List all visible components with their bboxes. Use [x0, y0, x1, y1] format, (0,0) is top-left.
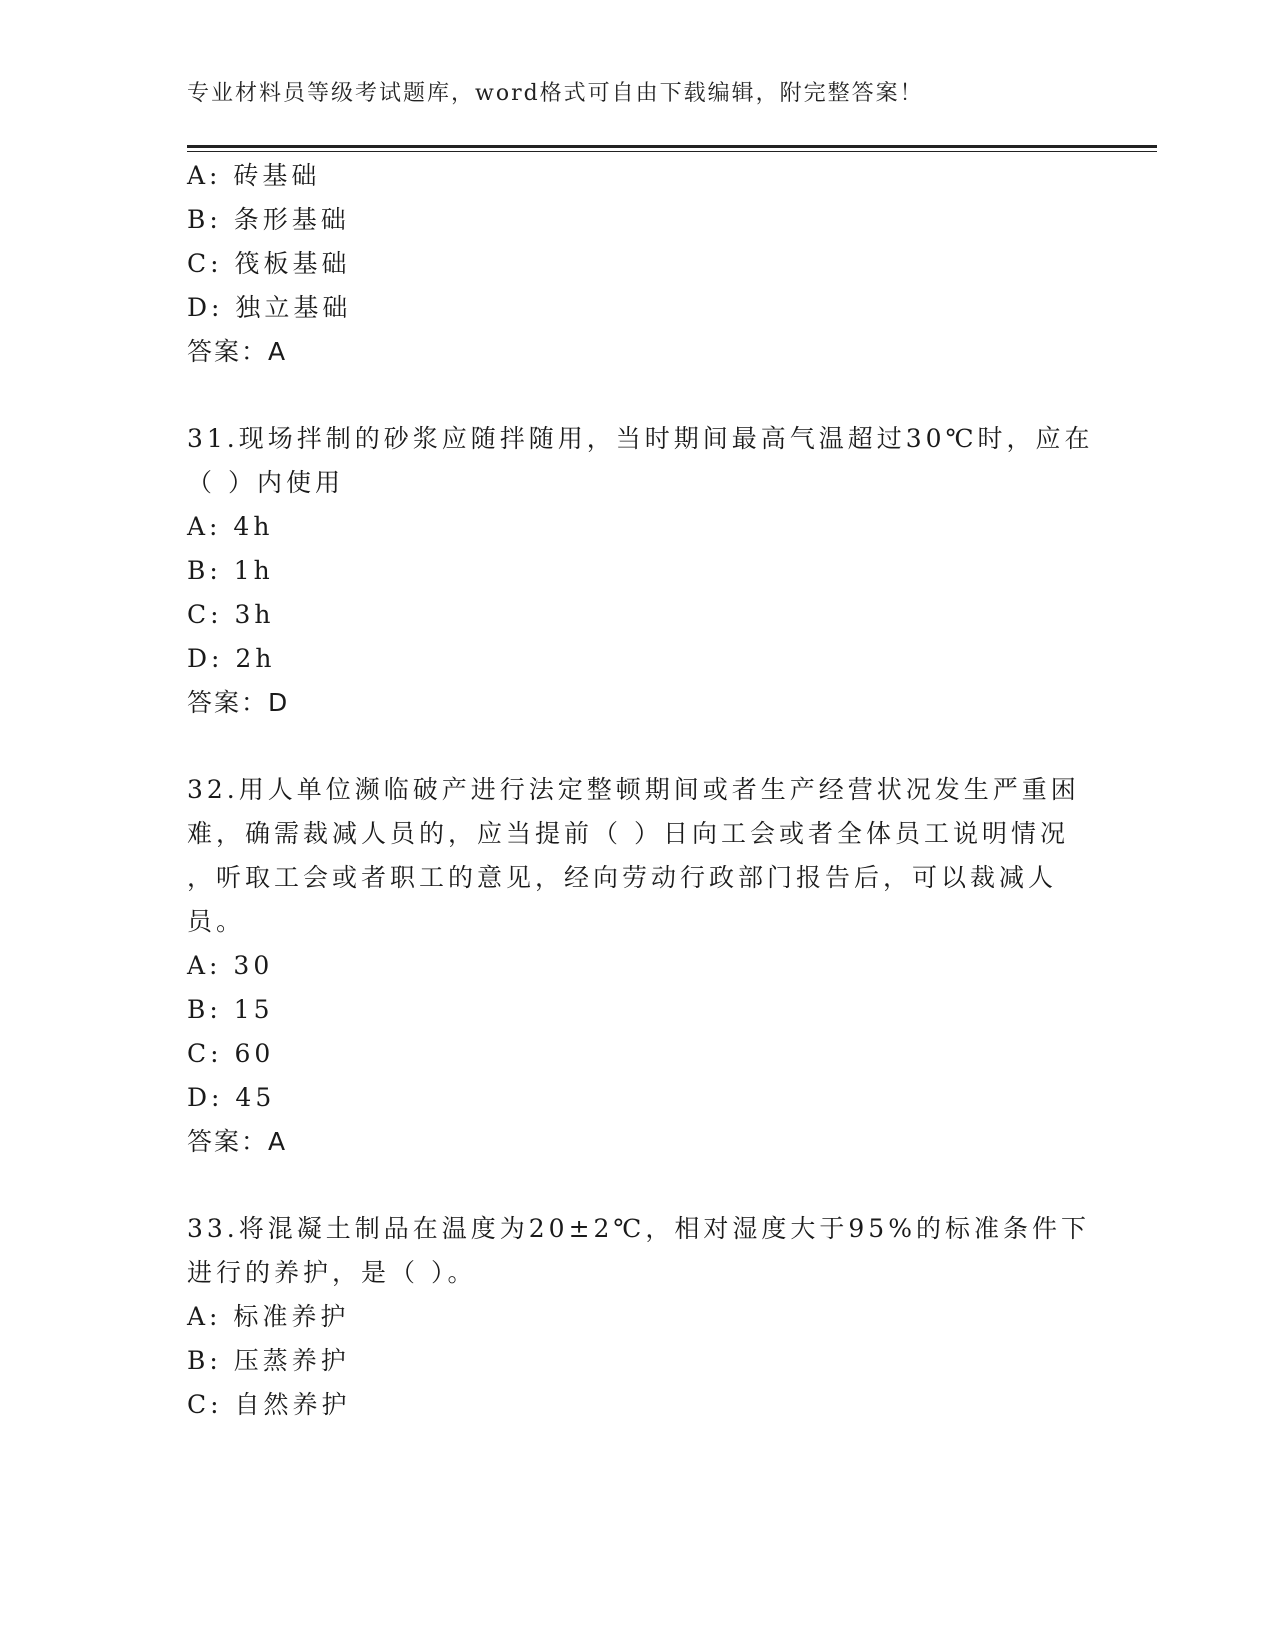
option-c: C: 自然养护 [187, 1390, 351, 1419]
option-c: C: 3h [187, 600, 275, 629]
option-a: A: 砖基础 [187, 161, 321, 190]
question-stem-line: ，听取工会或者职工的意见，经向劳动行政部门报告后，可以裁减人 [187, 863, 1058, 892]
question-stem-line: 32.用人单位濒临破产进行法定整顿期间或者生产经营状况发生严重困 [187, 775, 1080, 804]
question-stem-line: 33.将混凝土制品在温度为20±2℃，相对湿度大于95%的标准条件下 [187, 1214, 1090, 1243]
header-rule-thin [187, 151, 1157, 152]
option-c: C: 60 [187, 1039, 275, 1068]
option-d: D: 独立基础 [187, 293, 352, 322]
option-d: D: 2h [187, 644, 276, 673]
option-a: A: 4h [187, 512, 274, 541]
option-a: A: 标准养护 [187, 1302, 350, 1331]
header-rule-thick [187, 145, 1157, 148]
question-stem-line: 员。 [187, 907, 246, 936]
question-stem-line: 难，确需裁减人员的，应当提前（ ）日向工会或者全体员工说明情况 [187, 819, 1069, 848]
option-d: D: 45 [187, 1083, 276, 1112]
option-c: C: 筏板基础 [187, 249, 351, 278]
answer: 答案：D [187, 688, 290, 717]
option-b: B: 条形基础 [187, 205, 350, 234]
option-b: B: 1h [187, 556, 274, 585]
answer: 答案：A [187, 1127, 288, 1156]
option-b: B: 压蒸养护 [187, 1346, 350, 1375]
option-a: A: 30 [187, 951, 274, 980]
page-header: 专业材料员等级考试题库，word格式可自由下载编辑，附完整答案！ [187, 81, 924, 106]
question-stem-line: （ ）内使用 [187, 468, 344, 497]
answer: 答案：A [187, 337, 288, 366]
option-b: B: 15 [187, 995, 274, 1024]
question-stem-line: 31.现场拌制的砂浆应随拌随用，当时期间最高气温超过30℃时，应在 [187, 424, 1094, 453]
question-stem-line: 进行的养护，是（ ）。 [187, 1258, 477, 1287]
